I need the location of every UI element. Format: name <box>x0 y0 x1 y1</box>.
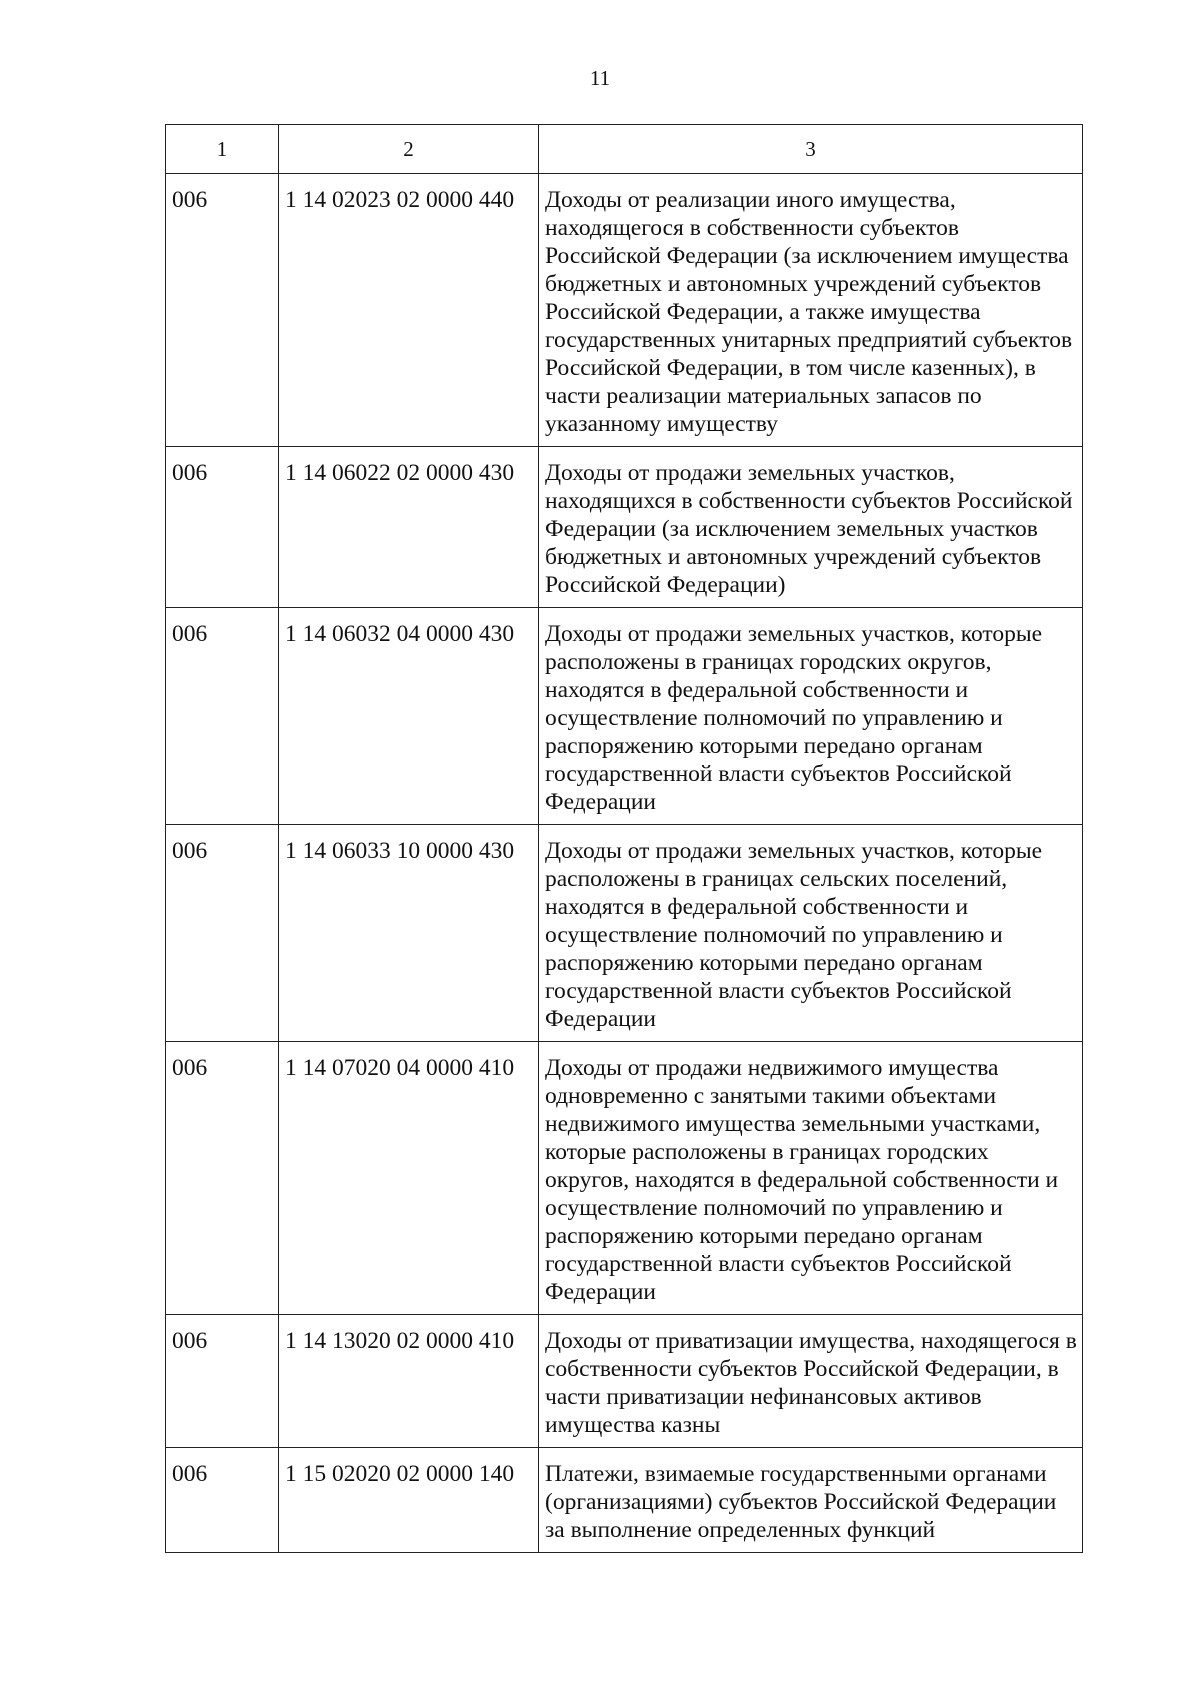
header-col-2: 2 <box>279 125 539 174</box>
description-cell: Доходы от продажи недвижимого имущества одновременно с занятыми такими объектами недвижимого имущества земельными участками, которые расположены в границах городских округов, находятся в федеральной собственности и осуществление полномочий по управлению и распоряжению которыми передано органам государственной власти субъектов Российской Федерации <box>539 1042 1083 1315</box>
description-cell: Доходы от приватизации имущества, находящегося в собственности субъектов Российской Федерации, в части приватизации нефинансовых активов имущества казны <box>539 1315 1083 1448</box>
admin-code-cell: 006 <box>166 174 279 447</box>
table-header-row <box>166 125 1083 174</box>
admin-code-cell: 006 <box>166 608 279 825</box>
table-row <box>166 1448 1083 1553</box>
kbk-code-cell: 1 14 02023 02 0000 440 <box>279 174 539 447</box>
admin-code-cell: 006 <box>166 825 279 1042</box>
revenue-codes-table <box>165 124 1083 1553</box>
description-cell: Доходы от реализации иного имущества, находящегося в собственности субъектов Российской Федерации (за исключением имущества бюджетных и автономных учреждений субъектов Российской Федерации, а также имущества государственных унитарных предприятий субъектов Российской Федерации, в том числе казенных), в части реализации материальных запасов по указанному имуществу <box>539 174 1083 447</box>
kbk-code-cell: 1 14 13020 02 0000 410 <box>279 1315 539 1448</box>
admin-code-cell: 006 <box>166 1448 279 1553</box>
description-cell: Доходы от продажи земельных участков, находящихся в собственности субъектов Российской Федерации (за исключением земельных участков бюджетных и автономных учреждений субъектов Российской Федерации) <box>539 447 1083 608</box>
header-col-3: 3 <box>539 125 1083 174</box>
page-number: 11 <box>589 66 611 90</box>
kbk-code-cell: 1 14 06032 04 0000 430 <box>279 608 539 825</box>
table-row <box>166 1315 1083 1448</box>
table-row <box>166 447 1083 608</box>
table-row <box>166 608 1083 825</box>
admin-code-cell: 006 <box>166 1315 279 1448</box>
kbk-code-cell: 1 14 07020 04 0000 410 <box>279 1042 539 1315</box>
admin-code-cell: 006 <box>166 447 279 608</box>
table-row <box>166 1042 1083 1315</box>
kbk-code-cell: 1 15 02020 02 0000 140 <box>279 1448 539 1553</box>
kbk-code-cell: 1 14 06033 10 0000 430 <box>279 825 539 1042</box>
description-cell: Доходы от продажи земельных участков, которые расположены в границах сельских поселений, находятся в федеральной собственности и осуществление полномочий по управлению и распоряжению которыми передано органам государственной власти субъектов Российской Федерации <box>539 825 1083 1042</box>
table-row <box>166 174 1083 447</box>
kbk-code-cell: 1 14 06022 02 0000 430 <box>279 447 539 608</box>
admin-code-cell: 006 <box>166 1042 279 1315</box>
table-row <box>166 825 1083 1042</box>
description-cell: Доходы от продажи земельных участков, которые расположены в границах городских округов, находятся в федеральной собственности и осуществление полномочий по управлению и распоряжению которыми передано органам государственной власти субъектов Российской Федерации <box>539 608 1083 825</box>
header-col-1: 1 <box>166 125 279 174</box>
description-cell: Платежи, взимаемые государственными органами (организациями) субъектов Российской Федерации за выполнение определенных функций <box>539 1448 1083 1553</box>
